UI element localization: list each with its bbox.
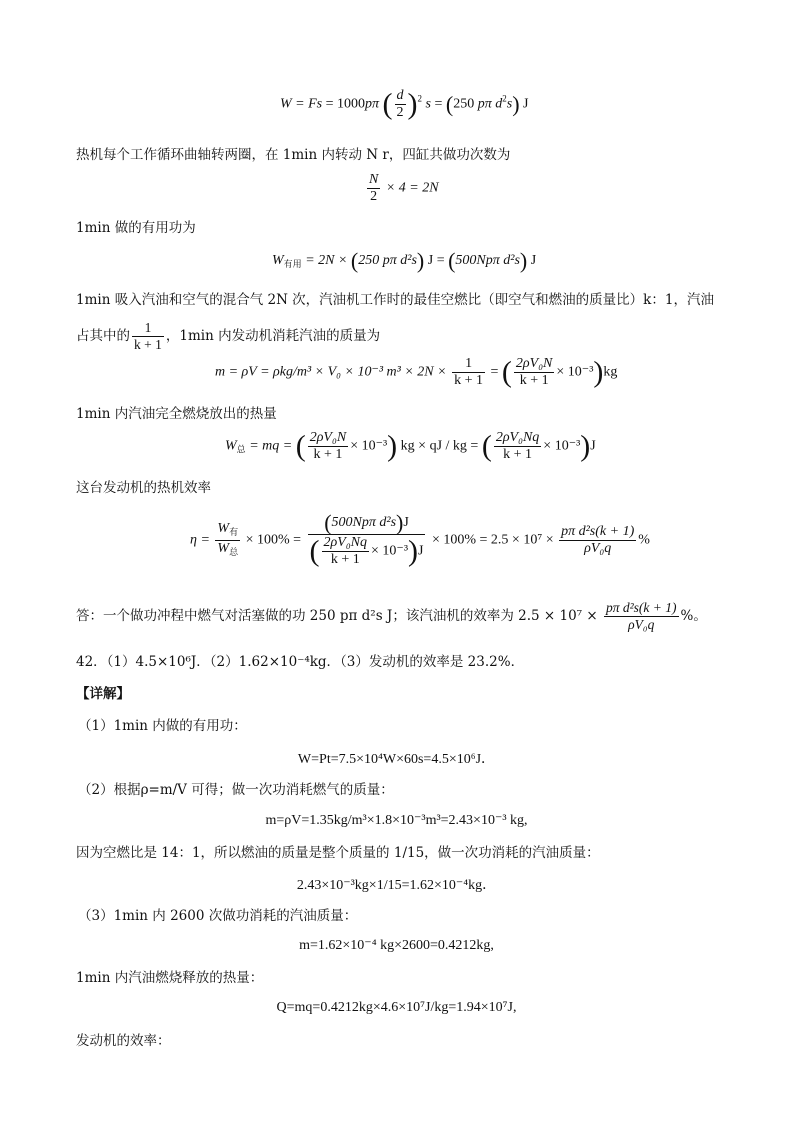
step-1-equation: W=Pt=7.5×10⁴W×60s=4.5×10⁶J． bbox=[297, 752, 496, 767]
detail-heading: 【详解】 bbox=[76, 686, 130, 702]
paragraph-efficiency: 这台发动机的热机效率 bbox=[76, 480, 211, 496]
step-2b-equation: 2.43×10⁻³kg×1/15=1.62×10⁻⁴kg． bbox=[296, 878, 497, 893]
step-1-label: （1）1min 内做的有用功： bbox=[78, 718, 247, 734]
step-2-equation: m=ρV=1.35kg/m³×1.8×10⁻³m³=2.43×10⁻³ kg, bbox=[265, 813, 528, 828]
step-3-equation: m=1.62×10⁻⁴ kg×2600=0.4212kg, bbox=[299, 938, 494, 953]
step-3c-label: 发动机的效率： bbox=[76, 1033, 171, 1049]
paragraph-heat: 1min 内汽油完全燃烧放出的热量 bbox=[76, 406, 277, 422]
fraction-d-over-2: $\frac{d}{2}$ bbox=[396, 88, 404, 120]
step-3-label: （3）1min 内 2600 次做功消耗的汽油质量： bbox=[78, 908, 358, 924]
equation-total-heat: $W_总$ = mq = ( $\frac{\text{2ρV₀N}}{k + 1}$ × 10⁻³) kg × qJ / kg = ( $\frac{\text{2ρV₀Nq}}{k + 1}$ × 10⁻³)J bbox=[225, 429, 596, 463]
equation-work: W = Fs = 1000pπ ( $\frac{d}{2}$ )$^2$ s = (250 pπ $d^2s$) J bbox=[280, 87, 529, 121]
equation-fuel-mass: m = ρV = ρkg/m³ × V₀ × 10⁻³ m³ × 2N × $\frac{1}{k + 1}$ = ( $\frac{\text{2ρV₀N}}{k + 1}$ × 10⁻³)kg bbox=[215, 355, 618, 389]
paragraph-fuel-share: 占其中的 $\frac{1}{k + 1}$ ，1min 内发动机消耗汽油的质量为 bbox=[76, 320, 381, 352]
q42-answer-summary: 42．（1）4.5×10⁶J．（2）1.62×10⁻⁴kg．（3）发动机的效率是 23.2%． bbox=[76, 654, 525, 670]
step-3b-label: 1min 内汽油燃烧释放的热量： bbox=[76, 970, 264, 986]
paragraph-rotations: 热机每个工作循环曲轴转两圈，在 1min 内转动 N r，四缸共做功次数为 bbox=[76, 147, 511, 163]
paragraph-useful-work: 1min 做的有用功为 bbox=[76, 220, 196, 236]
answer-line: 答：一个做功冲程中燃气对活塞做的功 250 pπ d²s J；该汽油机的效率为 2.5 × 10⁷ × $\frac{\text{pπ d²s(k + 1)}}{\text{ρV₀q}}$ %。 bbox=[76, 600, 707, 632]
step-2-label: （2）根据ρ=m/V 可得；做一次功消耗燃气的质量： bbox=[78, 782, 394, 798]
equation-cycles: $\frac{N}{2}$ × 4 = 2N bbox=[369, 172, 439, 204]
step-2b-label: 因为空燃比是 14：1，所以燃油的质量是整个质量的 1/15，做一次功消耗的汽油质量： bbox=[76, 845, 600, 861]
paragraph-intake: 1min 吸入汽油和空气的混合气 2N 次，汽油机工作时的最佳空燃比（即空气和燃油的质量比）k：1，汽油 bbox=[76, 292, 714, 308]
step-3b-equation: Q=mq=0.4212kg×4.6×10⁷J/kg=1.94×10⁷J, bbox=[276, 1000, 517, 1015]
equation-efficiency: η = $\frac{W_有}{W_总}$ × 100% = (500Npπ d²s)J ( $\frac{\text{2ρV₀Nq}}{k + 1}$ × 10⁻³)J × 100% = 2.5 × 10⁷ × $\frac{\text{pπ d²s(k + 1)}}{\text{ρV₀q}}$ % bbox=[190, 510, 650, 568]
equation-useful-work: $W_{有用} = 2N \times (250$ pπ d²s) J = (500Npπ d²s) J bbox=[272, 248, 537, 273]
